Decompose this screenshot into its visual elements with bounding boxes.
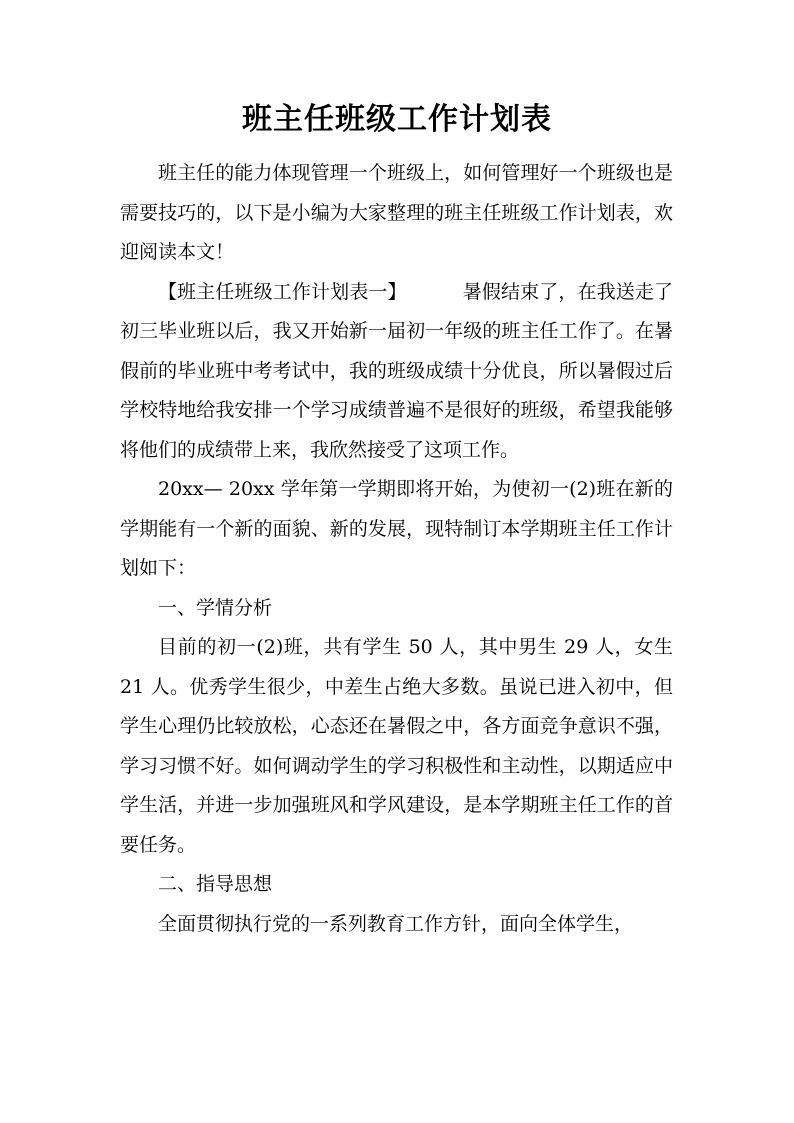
section-1-paragraph: 目前的初一(2)班，共有学生 50 人，其中男生 29 人，女生 21 人。优秀学生很少，中差生占绝大多数。虽说已进入初中，但学生心理仍比较放松，心态还在暑假之中，各方面竞争意识不强，学习习惯不好。如何调动学生的学习积极性和主动性，以期适应中学生活，并进一步加强班风和学风建设，是本学期班主任工作的首要任务。 — [120, 636, 673, 856]
document-title: 班主任班级工作计划表 — [242, 102, 552, 137]
section-2-paragraph: 全面贯彻执行党的一系列教育工作方针，面向全体学生， — [158, 912, 634, 935]
semester-paragraph: 20xx— 20xx 学年第一学期即将开始，为使初一(2)班在新的学期能有一个新的面貌、新的发展，现特制订本学期班主任工作计划如下： — [120, 478, 673, 579]
section-2-heading: 二、指导思想 — [158, 873, 273, 895]
intro-paragraph: 班主任的能力体现管理一个班级上，如何管理好一个班级也是需要技巧的，以下是小编为大家整理的班主任班级工作计划表，欢迎阅读本文！ — [120, 162, 673, 263]
plan-one-heading: 【班主任班级工作计划表一】 — [158, 280, 407, 303]
section-1-heading: 一、学情分析 — [158, 596, 273, 619]
plan-one-body: 暑假结束了，在我送走了初三毕业班以后，我又开始新一届初一年级的班主任工作了。在暑假前的毕业班中考考试中，我的班级成绩十分优良，所以暑假过后学校特地给我安排一个学习成绩普遍不是很好的班级，希望我能够将他们的成绩带上来，我欣然接受了这项工作。 — [120, 280, 673, 461]
plan-one-paragraph — [120, 273, 673, 471]
document-body — [120, 154, 673, 944]
